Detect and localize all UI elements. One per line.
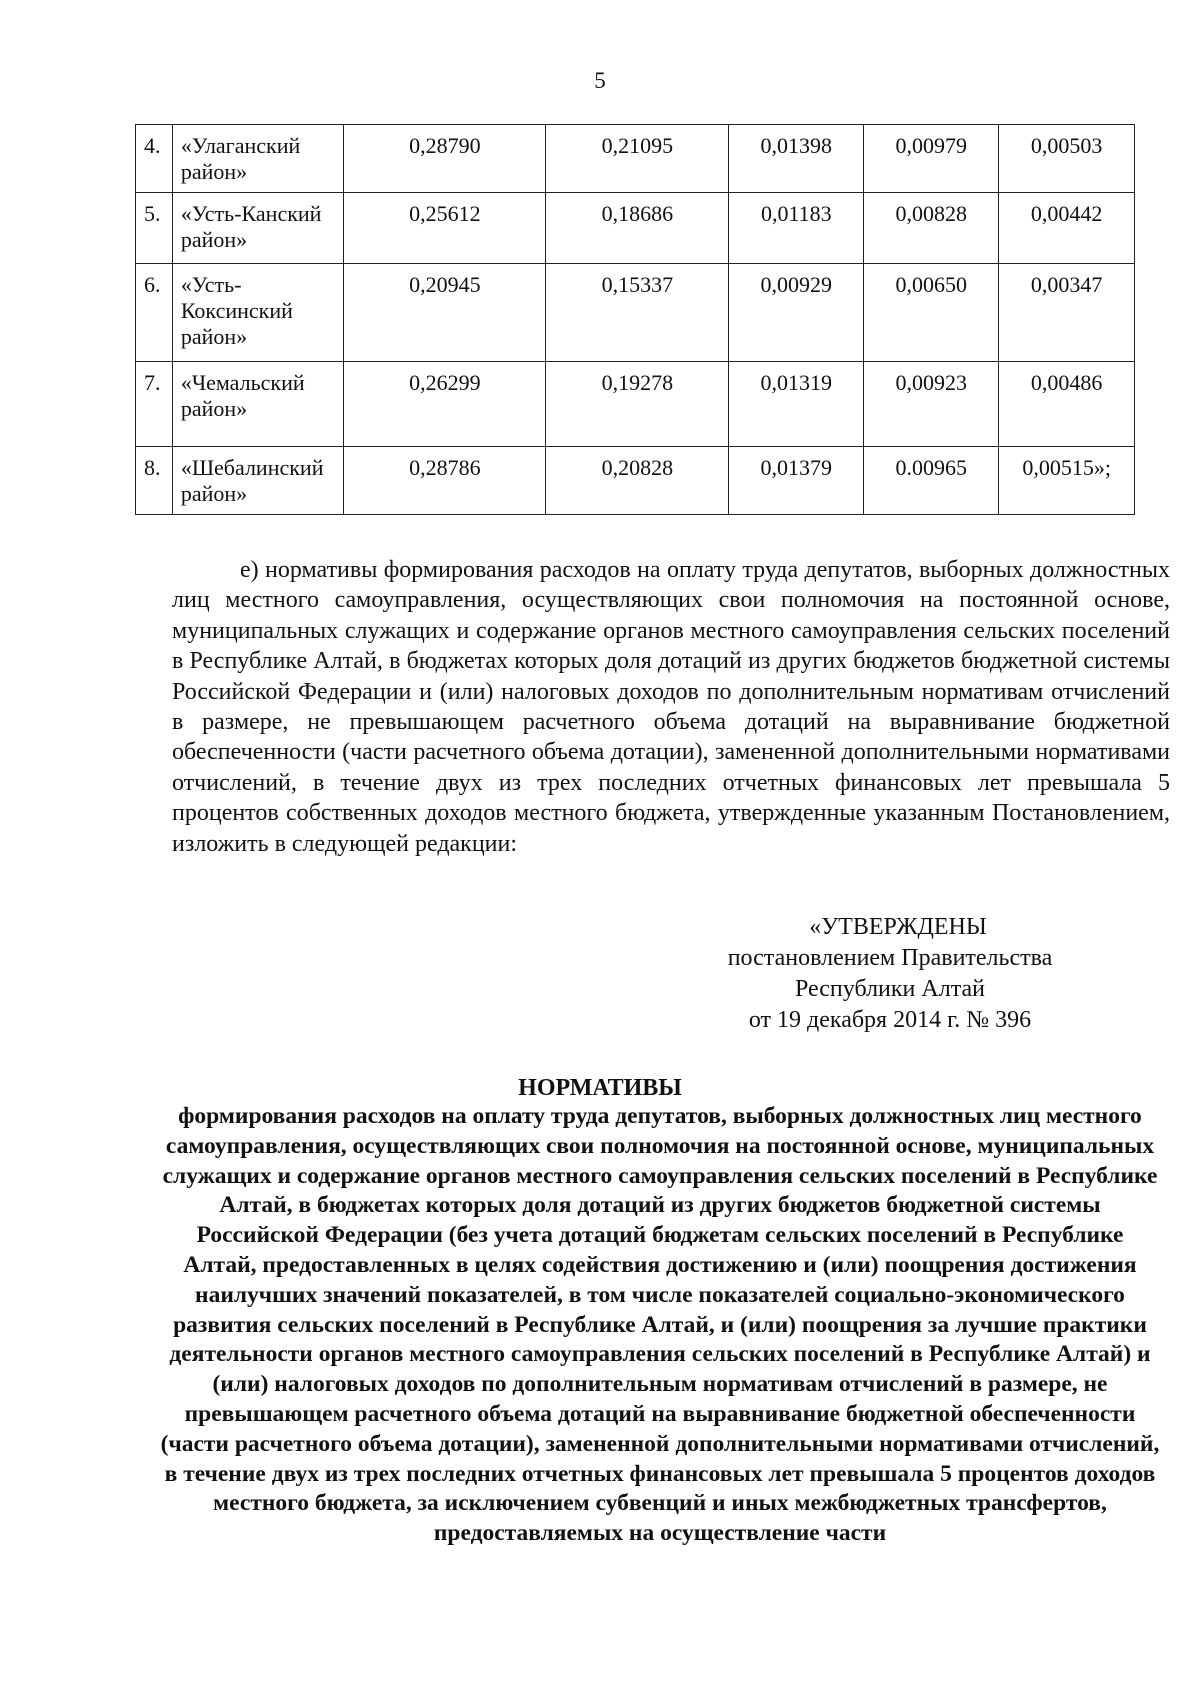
table-cell: 0,15337 bbox=[546, 264, 729, 362]
table-cell: 0,00929 bbox=[729, 264, 864, 362]
table-cell: 0,19278 bbox=[546, 362, 729, 447]
table-cell: 0,00503 bbox=[999, 125, 1135, 193]
district-name: «Усть-Канский район» bbox=[172, 193, 343, 264]
row-number: 6. bbox=[136, 264, 173, 362]
paragraph-text: е) нормативы формирования расходов на оплату труда депутатов, выборных должностных лиц местного самоуправления, осуществляющих свои полномочия на постоянной основе, муниципальных служащих и содержание органов местного самоуправления сельских поселений в Республике Алтай, в бюджетах которых доля дотаций из других бюджетов бюджетной системы Российской Федерации и (или) налоговых доходов по дополнительным нормативам отчислений в размере, не превышающем расчетного объема дотаций на выравнивание бюджетной обеспеченности (части расчетного объема дотации), замененной дополнительными нормативами отчислений, в течение двух из трех последних отчетных финансовых лет превышала 5 процентов собственных доходов местного бюджета, утвержденные указанным Постановлением, изложить в следующей редакции: bbox=[172, 557, 1170, 857]
table-cell: 0,00442 bbox=[999, 193, 1135, 264]
approval-line: постановлением Правительства bbox=[727, 945, 1053, 971]
normatives-table bbox=[135, 124, 1135, 515]
approval-date: от 19 декабря 2014 г. № 396 bbox=[748, 1007, 1032, 1033]
table-cell: 0,20828 bbox=[546, 447, 729, 515]
table-cell: 0,01319 bbox=[729, 362, 864, 447]
approval-block bbox=[700, 912, 1080, 1036]
table-cell: 0.00965 bbox=[864, 447, 999, 515]
table-cell: 0,00486 bbox=[999, 362, 1135, 447]
district-name: «Чемальский район» bbox=[172, 362, 343, 447]
table-cell: 0,00650 bbox=[864, 264, 999, 362]
table-row bbox=[136, 264, 1135, 362]
table-cell: 0,25612 bbox=[344, 193, 546, 264]
row-number: 7. bbox=[136, 362, 173, 447]
document-subtitle: формирования расходов на оплату труда депутатов, выборных должностных лиц местного самоуправления, осуществляющих свои полномочия на постоянной основе, муниципальных служащих и содержание органов местного самоуправления сельских поселений в Республике Алтай, в бюджетах которых доля дотаций из других бюджетов бюджетной системы Российской Федерации (без учета дотаций бюджетам сельских поселений в Республике Алтай, предоставленных в целях содействия достижению и (или) поощрения достижения наилучших значений показателей, в том числе показателей социально-экономического развития сельских поселений в Республике Алтай, и (или) поощрения за лучшие практики деятельности органов местного самоуправления сельских поселений в Республике Алтай) и (или) налоговых доходов по дополнительным нормативам отчислений в размере, не превышающем расчетного объема дотаций на выравнивание бюджетной обеспеченности (части расчетного объема дотации), замененной дополнительными нормативами отчислений, в течение двух из трех последних отчетных финансовых лет превышала 5 процентов доходов местного бюджета, за исключением субвенций и иных межбюджетных трансфертов, предоставляемых на осуществление части bbox=[160, 1103, 1160, 1547]
row-number: 5. bbox=[136, 193, 173, 264]
table-cell: 0,00828 bbox=[864, 193, 999, 264]
document-heading: НОРМАТИВЫ bbox=[518, 1075, 682, 1101]
table-cell: 0,00923 bbox=[864, 362, 999, 447]
table-cell: 0,21095 bbox=[546, 125, 729, 193]
table-cell: 0,01183 bbox=[729, 193, 864, 264]
table-cell: 0,00515»; bbox=[999, 447, 1135, 515]
table-cell: 0,20945 bbox=[344, 264, 546, 362]
district-name: «Шебалинский район» bbox=[172, 447, 343, 515]
table-cell: 0,01379 bbox=[729, 447, 864, 515]
page-number: 5 bbox=[594, 68, 606, 93]
table-cell: 0,18686 bbox=[546, 193, 729, 264]
row-number: 8. bbox=[136, 447, 173, 515]
approval-line: Республики Алтай bbox=[795, 976, 985, 1002]
amendment-paragraph bbox=[172, 555, 1170, 859]
table-cell: 0,00347 bbox=[999, 264, 1135, 362]
table-cell: 0,26299 bbox=[344, 362, 546, 447]
district-name: «Усть-Коксинский район» bbox=[172, 264, 343, 362]
table-row bbox=[136, 193, 1135, 264]
table-row bbox=[136, 125, 1135, 193]
table-cell: 0,28790 bbox=[344, 125, 546, 193]
table-row bbox=[136, 362, 1135, 447]
approval-title: «УТВЕРЖДЕНЫ bbox=[809, 914, 987, 940]
district-name: «Улаганский район» bbox=[172, 125, 343, 193]
table-cell: 0,01398 bbox=[729, 125, 864, 193]
table-cell: 0,00979 bbox=[864, 125, 999, 193]
table-cell: 0,28786 bbox=[344, 447, 546, 515]
row-number: 4. bbox=[136, 125, 173, 193]
table-row bbox=[136, 447, 1135, 515]
